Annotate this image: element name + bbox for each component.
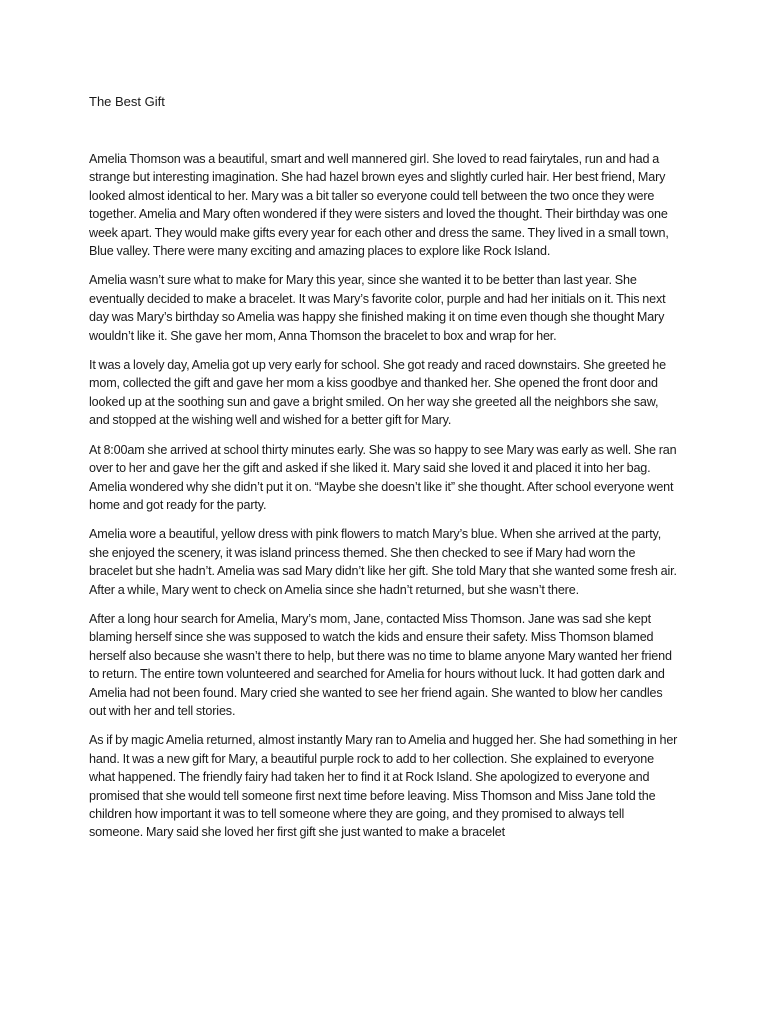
paragraph-4: At 8:00am she arrived at school thirty minutes early. She was so happy to see Mary was early as well. She ran over to her and gave her the gift and asked if she liked it. Mary said she loved it and placed it into her bag. Amelia wondered why she didn’t put it on. “Maybe she doesn’t like it” she thought. After school everyone went home and got ready for the party. <box>89 442 677 512</box>
paragraph-7: As if by magic Amelia returned, almost instantly Mary ran to Amelia and hugged her. She had something in her hand. It was a new gift for Mary, a beautiful purple rock to add to her collection. She explained to everyone what happened. The friendly fairy had taken her to find it at Rock Island. She apologized to everyone and promised that she would tell someone first next time before leaving. Miss Thomson and Miss Jane told the children how important it was to tell someone where they are going, and they promised to always tell someone. Mary said she loved her first gift she just wanted to make a bracelet <box>89 733 678 840</box>
paragraph-5: Amelia wore a beautiful, yellow dress with pink flowers to match Mary’s blue. When she arrived at the party, she enjoyed the scenery, it was island princess themed. She then checked to see if Mary had worn the bracelet but she hadn’t. Amelia was sad Mary didn’t like her gift. She told Mary that she wanted some fresh air. After a while, Mary went to check on Amelia since she hadn’t returned, but she wasn’t there. <box>89 527 677 597</box>
document-title: The Best Gift <box>89 94 165 109</box>
document-body <box>89 150 681 853</box>
paragraph-3: It was a lovely day, Amelia got up very early for school. She got ready and raced downstairs. She greeted he mom, collected the gift and gave her mom a kiss goodbye and thanked her. She opened the front door and looked up at the soothing sun and gave a bright smiled. On her way she greeted all the neighbors she saw, and stopped at the wishing well and wished for a better gift for Mary. <box>89 358 667 428</box>
paragraph-1: Amelia Thomson was a beautiful, smart and well mannered girl. She loved to read fairytales, run and had a strange but interesting imagination. She had hazel brown eyes and slightly curled hair. Her best friend, Mary looked almost identical to her. Mary was a bit taller so everyone could tell between the two once they were together. Amelia and Mary often wondered if they were sisters and loved the thought. Their birthday was one week apart. They would make gifts every year for each other and dress the same. They lived in a small town, Blue valley. There were many exciting and amazing places to explore like Rock Island. <box>89 152 669 259</box>
paragraph-6: After a long hour search for Amelia, Mary’s mom, Jane, contacted Miss Thomson. Jane was sad she kept blaming herself since she was supposed to watch the kids and ensure their safety. Miss Thomson blamed herself also because she wasn’t there to help, but there was no time to blame anyone Mary wanted her friend to return. The entire town volunteered and searched for Amelia for hours without luck. It had gotten dark and Amelia had not been found. Mary cried she wanted to see her friend again. She wanted to blow her candles out with her and tell stories. <box>89 611 672 718</box>
paragraph-2: Amelia wasn’t sure what to make for Mary this year, since she wanted it to be better than last year. She eventually decided to make a bracelet. It was Mary’s favorite color, purple and had her initials on it. This next day was Mary’s birthday so Amelia was happy she finished making it on time even though she thought Mary wouldn’t like it. She gave her mom, Anna Thomson the bracelet to box and wrap for her. <box>89 273 666 343</box>
